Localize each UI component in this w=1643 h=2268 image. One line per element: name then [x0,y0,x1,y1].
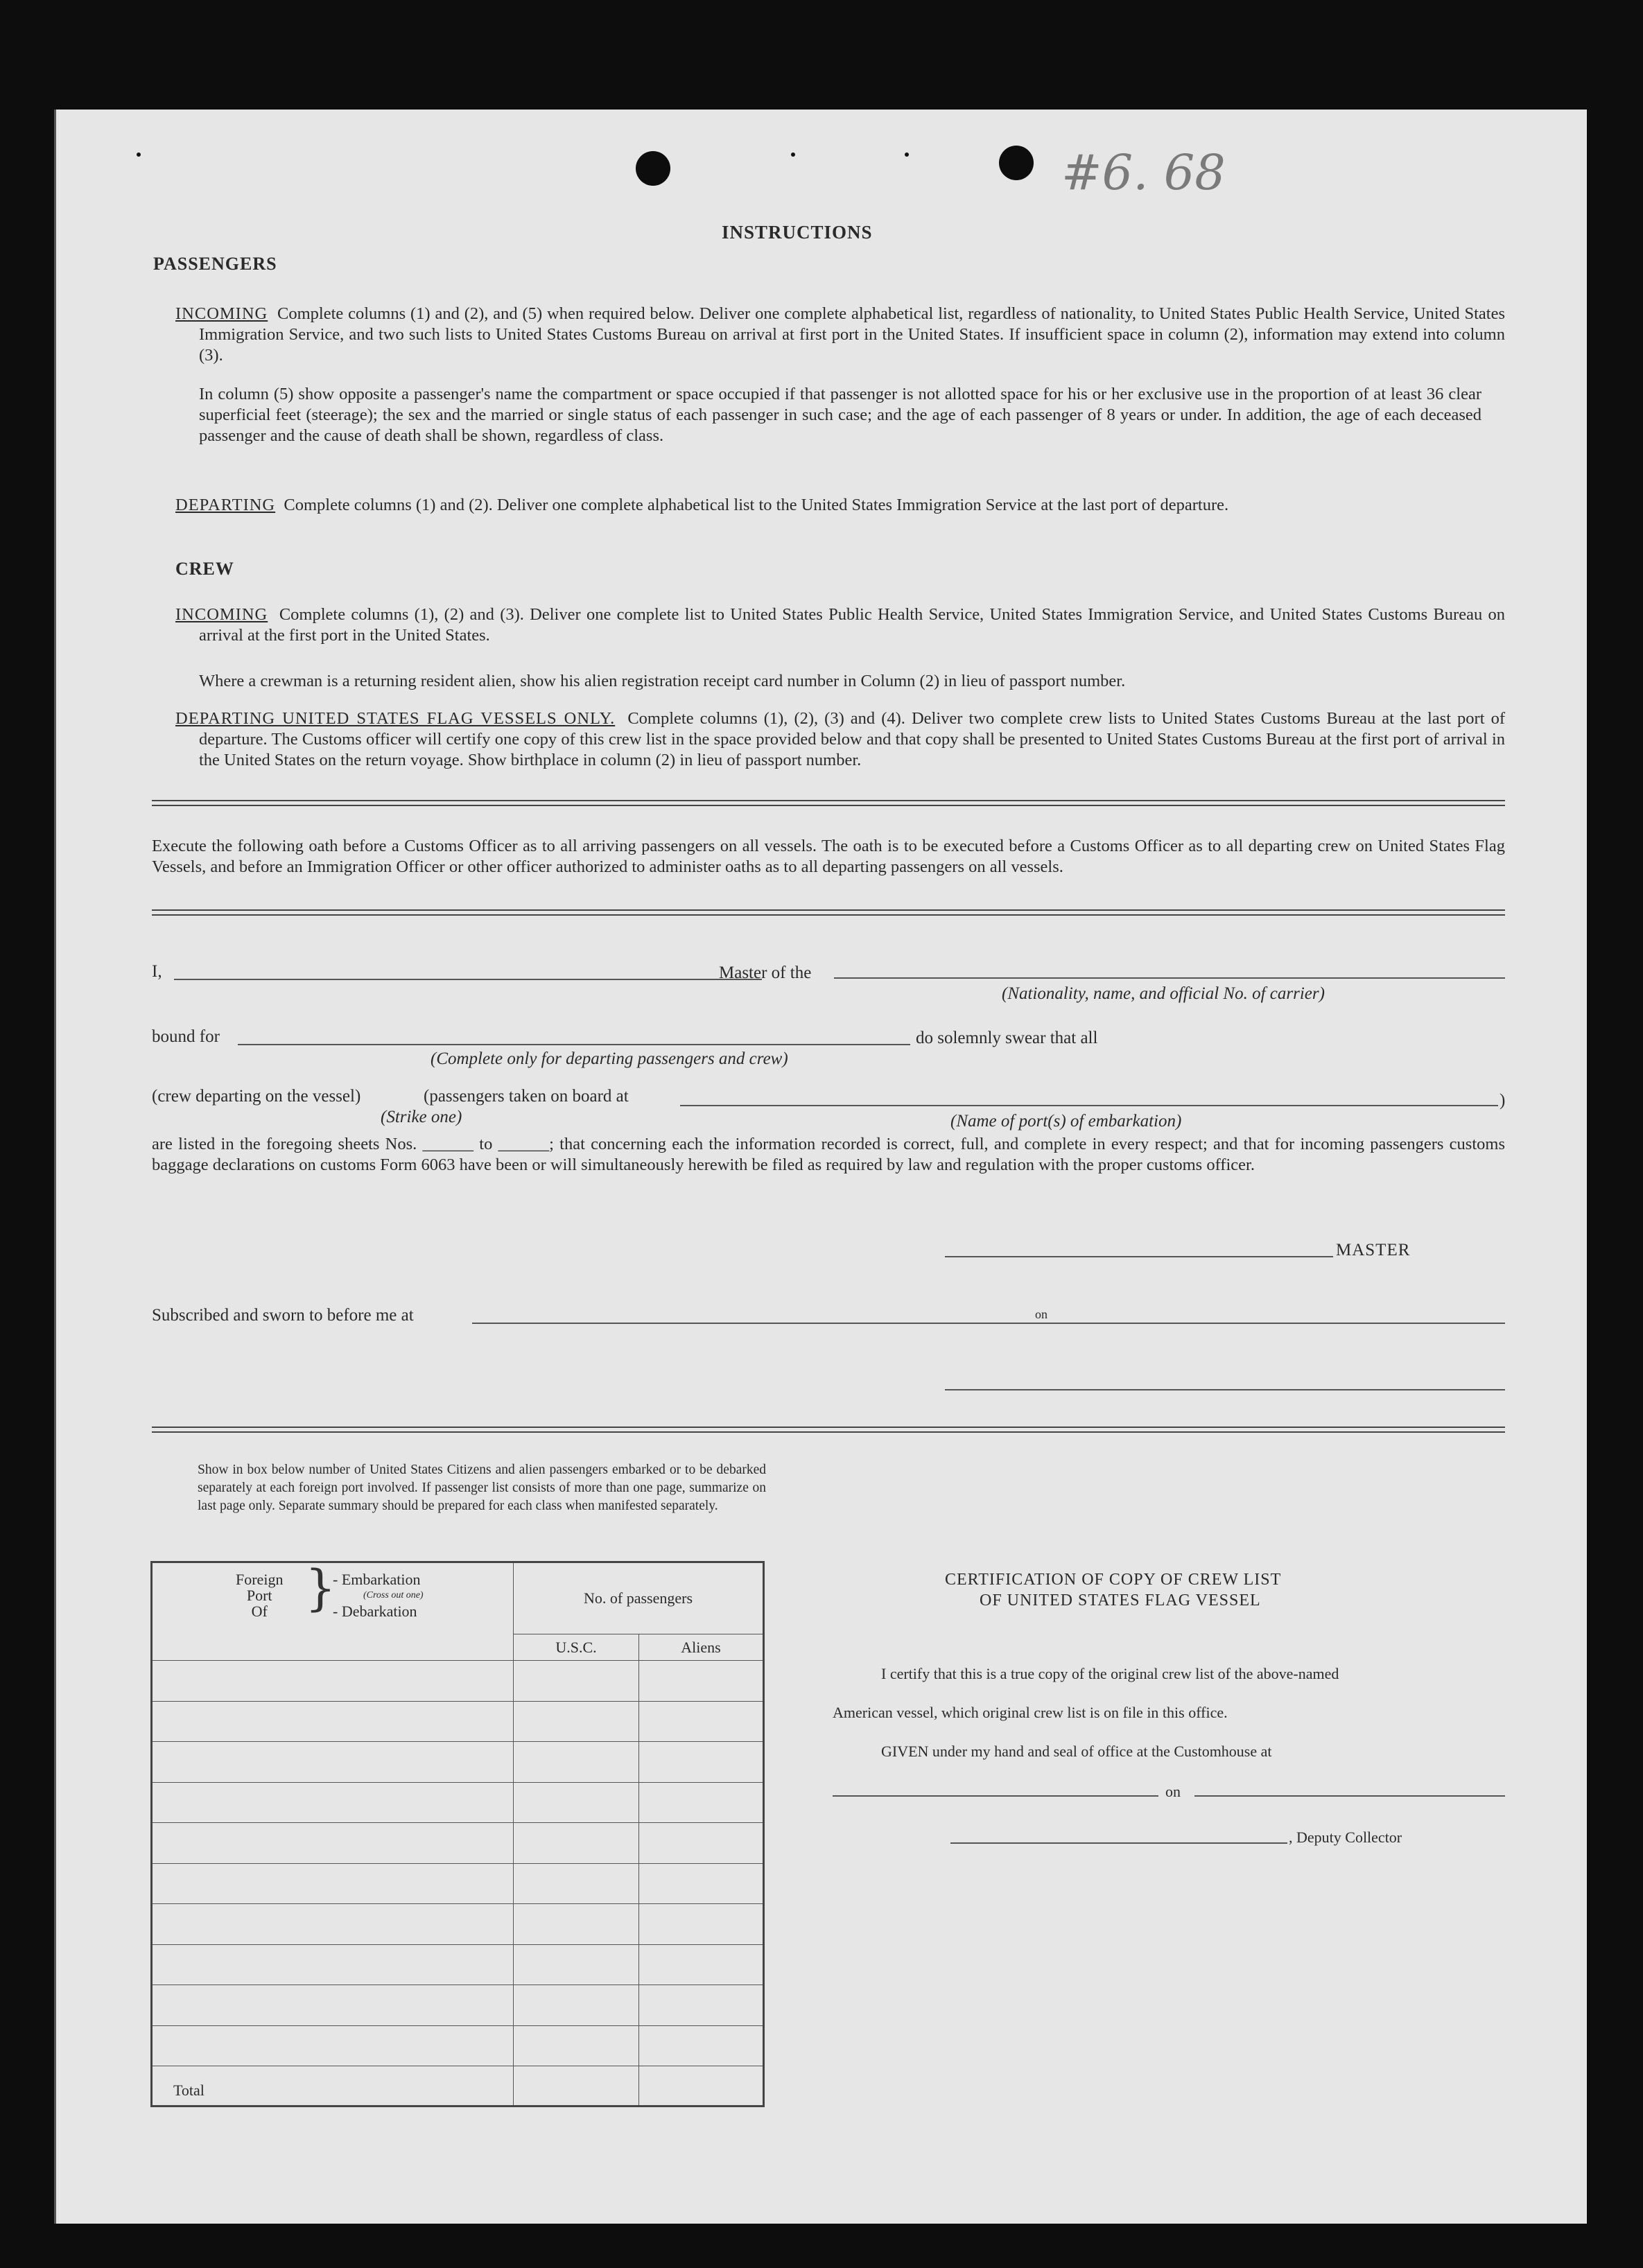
strike-one-hint: (Strike one) [381,1108,462,1126]
certification-line-2: American vessel, which original crew list is on file in this office. [833,1704,1228,1721]
oath-intro: Execute the following oath before a Customs Officer as to all arriving passengers on all vessels. The oath is to be executed before a Customs Officer as to all departing crew on United States Flag Vessels, and before an Immigration Officer or other officer authorized to administer oaths as to all departing passengers on all vessels. [152,837,1505,876]
crew-incoming-text: Complete columns (1), (2) and (3). Deliver one complete list to United States Public Health Service, United States Immigration Service, and United States Customs Bureau on arrival at the first port in the United States. [199,605,1505,645]
port-cell[interactable] [152,1985,514,2026]
bound-hint: (Complete only for departing passengers and crew) [431,1049,788,1068]
crew-incoming-instruction [175,604,1505,646]
usc-cell[interactable] [514,1985,639,2026]
listed-statement: are listed in the foregoing sheets Nos. ______ to ______; that concerning each the information recorded is correct, full, and complete in every respect; and that for incoming passengers customs baggage declarations on customs Form 6063 have been or will simultaneously herewith be filed as required by law and regulation with the proper customs officer. [152,1135,1505,1174]
aliens-cell[interactable] [639,1661,764,1702]
usc-cell[interactable] [514,2025,639,2066]
speck [905,152,909,157]
total-label: Total [152,2066,514,2106]
subscribed-on-label: on [1035,1307,1047,1321]
departing-text: Complete columns (1) and (2). Deliver one complete alphabetical list to the United States Immigration Service at the last port of departure. [284,496,1229,514]
departing-us-text: Complete columns (1), (2), (3) and (4). Deliver two complete crew lists to United States Customs Bureau at the last port of departure. The Customs officer will certify one copy of this crew list in the space provided below and that copy shall be presented to United States Customs Bureau at the first port of arrival in the United States on the return voyage. Show birthplace in column (2) in lieu of passport number. [199,709,1505,769]
foreign-label: Foreign [236,1571,284,1588]
certification-line-3: GIVEN under my hand and seal of office at the Customhouse at [881,1743,1272,1760]
subscribed-label: Subscribed and sworn to before me at [152,1306,414,1325]
master-signature-line[interactable] [945,1256,1333,1257]
departing-us-label: DEPARTING UNITED STATES FLAG VESSELS ONLY. [175,709,616,728]
departing-passengers-instruction [175,495,1505,516]
certification-date-line[interactable] [1194,1795,1505,1797]
divider [152,1427,1505,1433]
port-header-cell [152,1562,514,1661]
crew-heading: CREW [175,559,234,579]
incoming-passengers-instruction [175,304,1505,366]
embarkation-label: - Embarkation [333,1571,421,1588]
form-sheet [54,110,1587,2224]
usc-cell[interactable] [514,1863,639,1904]
port-cell[interactable] [152,1782,514,1823]
bound-for-line[interactable] [238,1044,910,1045]
speck [791,152,795,157]
column5-instruction: In column (5) show opposite a passenger's name the compartment or space occupied if that passenger is not allotted space for his or her exclusive use in the proportion of at least 36 clear superficial feet (steerage); the sex and the married or single status of each passenger in such case; and the age of each passenger of 8 years or under. In addition, the age of each deceased passenger and the cause of death shall be shown, regardless of class. [199,385,1481,445]
certification-title-2: OF UNITED STATES FLAG VESSEL [980,1591,1261,1610]
port-cell[interactable] [152,1661,514,1702]
port-label: Port [246,1587,272,1604]
master-of-the-label: Master of the [719,963,812,982]
usc-cell[interactable] [514,1823,639,1864]
deputy-signature-line[interactable] [950,1842,1287,1844]
no-passengers-header: No. of passengers [514,1562,764,1634]
crew-incoming-label: INCOMING [175,605,268,624]
of-label: Of [251,1603,268,1620]
incoming-text: Complete columns (1) and (2), and (5) when required below. Deliver one complete alphabetical list, regardless of nationality, to United States Public Health Service, United States Immigration Service, and two such lists to United States Customs Bureau on arrival at first port in the United States. If insufficient space in column (2), information may extend into column (3). [199,304,1505,365]
aliens-cell[interactable] [639,1701,764,1742]
port-cell[interactable] [152,1742,514,1783]
foreign-port-of [236,1571,283,1619]
usc-cell[interactable] [514,1661,639,1702]
certification-on-label: on [1165,1783,1181,1800]
certification-title-1: CERTIFICATION OF COPY OF CREW LIST [945,1571,1282,1589]
embarkation-options [333,1571,424,1619]
usc-cell[interactable] [514,1944,639,1985]
brace: } [305,1560,336,1616]
customhouse-line[interactable] [833,1795,1158,1797]
usc-cell[interactable] [514,1904,639,1945]
usc-cell[interactable] [514,1782,639,1823]
aliens-cell[interactable] [639,2025,764,2066]
punch-hole [636,151,670,186]
swear-label: do solemnly swear that all [916,1029,1098,1047]
aliens-cell[interactable] [639,1823,764,1864]
usc-header: U.S.C. [514,1634,639,1661]
aliens-cell[interactable] [639,1742,764,1783]
aliens-cell[interactable] [639,1944,764,1985]
aliens-cell[interactable] [639,1985,764,2026]
subscribed-line[interactable] [472,1323,1505,1324]
aliens-total-cell[interactable] [639,2066,764,2106]
port-cell[interactable] [152,1904,514,1945]
officer-signature-line[interactable] [945,1389,1505,1390]
bound-for-label: bound for [152,1027,220,1046]
port-cell[interactable] [152,1944,514,1985]
cross-out-hint: (Cross out one) [363,1590,424,1600]
divider [152,909,1505,916]
port-cell[interactable] [152,1863,514,1904]
passengers-heading: PASSENGERS [153,254,277,274]
usc-cell[interactable] [514,1701,639,1742]
crewman-instruction: Where a crewman is a returning resident alien, show his alien registration receipt card number in Column (2) in lieu of passport number. [199,672,1126,690]
port-line[interactable] [680,1105,1498,1106]
close-paren: ) [1499,1091,1506,1110]
master-name-line[interactable] [174,979,762,980]
port-cell[interactable] [152,1701,514,1742]
crew-departing-label: (crew departing on the vessel) [152,1087,361,1106]
aliens-cell[interactable] [639,1863,764,1904]
divider [152,800,1505,806]
port-hint: (Name of port(s) of embarkation) [950,1112,1182,1131]
i-label: I, [152,962,162,981]
instructions-title: INSTRUCTIONS [722,222,873,243]
debarkation-label: - Debarkation [333,1603,417,1620]
certification-line-1: I certify that this is a true copy of the original crew list of the above-named [881,1665,1339,1682]
departing-label: DEPARTING [175,496,276,514]
aliens-header: Aliens [639,1634,764,1661]
incoming-label: INCOMING [175,304,268,323]
aliens-cell[interactable] [639,1904,764,1945]
usc-cell[interactable] [514,1742,639,1783]
summary-note: Show in box below number of United States Citizens and alien passengers embarked or to be debarked separately at each foreign port involved. If passenger list consists of more than one page, summarize on last page only. Separate summary should be prepared for each class when manifested separately. [198,1463,766,1513]
carrier-line[interactable] [834,977,1505,979]
port-cell[interactable] [152,1823,514,1864]
usc-total-cell[interactable] [514,2066,639,2106]
handwritten-sheet-number: #6. 68 [1061,144,1226,201]
passengers-taken-label: (passengers taken on board at [424,1087,629,1106]
nationality-hint: (Nationality, name, and official No. of carrier) [1002,984,1325,1003]
aliens-cell[interactable] [639,1782,764,1823]
master-label: MASTER [1336,1241,1411,1259]
port-cell[interactable] [152,2025,514,2066]
passenger-summary-table [150,1561,765,2107]
speck [137,152,141,157]
punch-hole [999,146,1034,180]
departing-us-instruction [175,708,1505,771]
deputy-collector-label: , Deputy Collector [1289,1829,1402,1846]
